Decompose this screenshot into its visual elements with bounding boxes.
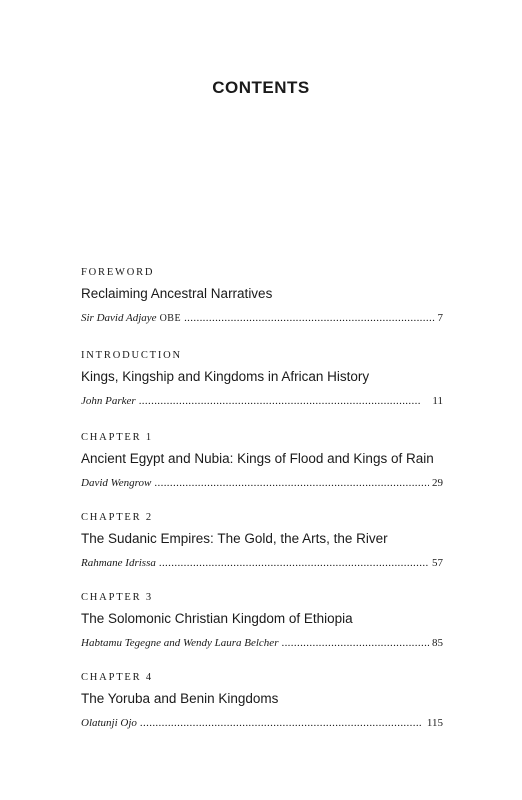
author-line [81,637,443,649]
author-line [81,477,443,489]
dot-leader [154,477,429,489]
page-title: CONTENTS [212,78,310,97]
page-number: 115 [426,717,443,729]
toc-entry-foreword [81,265,443,324]
section-heading: Ancient Egypt and Nubia: Kings of Flood and Kings of Rain [81,451,434,466]
section-heading: The Solomonic Christian Kingdom of Ethiopia [81,611,353,626]
author-line [81,395,443,407]
dot-leader [159,557,429,569]
author-line [81,557,443,569]
section-heading: The Sudanic Empires: The Gold, the Arts, the River [81,531,388,546]
section-label: CHAPTER 4 [81,672,153,683]
page-number: 11 [432,395,443,407]
page-number: 85 [432,637,443,649]
author-name: Habtamu Tegegne and Wendy Laura Belcher [81,637,279,649]
toc-entry-chapter-4 [81,670,443,729]
section-heading: Reclaiming Ancestral Narratives [81,286,273,301]
section-label: CHAPTER 2 [81,512,153,523]
toc-entry-chapter-1 [81,430,443,489]
dot-leader [281,637,429,649]
author-line [81,717,443,729]
page-number: 29 [432,477,443,489]
toc-entry-chapter-3 [81,590,443,649]
author-name: Rahmane Idrissa [81,557,156,569]
toc-entry-chapter-2 [81,510,443,569]
section-heading: The Yoruba and Benin Kingdoms [81,691,279,706]
author-name: John Parker [81,395,136,407]
section-heading: Kings, Kingship and Kingdoms in African History [81,369,370,384]
section-label: FOREWORD [81,267,155,278]
author-name: David Wengrow [81,477,152,489]
section-label: INTRODUCTION [81,350,182,361]
section-label: CHAPTER 1 [81,432,153,443]
dot-leader [139,395,430,407]
author-name: Sir David Adjaye [81,312,157,324]
page-number: 57 [432,557,443,569]
page-number: 7 [437,312,443,324]
toc-entry-introduction [81,348,443,407]
author-line [81,312,443,324]
dot-leader [184,312,434,324]
author-honorific: OBE [159,313,182,324]
section-label: CHAPTER 3 [81,592,153,603]
author-name: Olatunji Ojo [81,717,137,729]
dot-leader [140,717,424,729]
